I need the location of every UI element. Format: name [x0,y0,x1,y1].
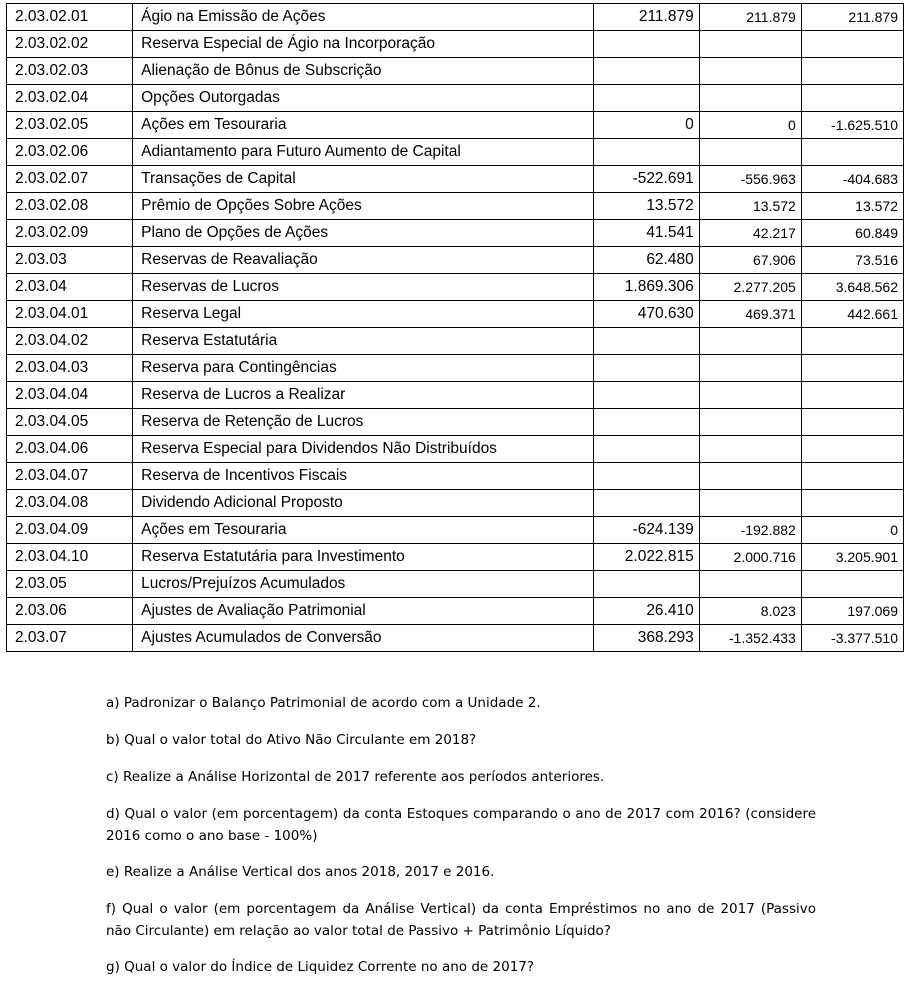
value-col-1 [593,58,699,85]
value-col-1 [593,463,699,490]
account-code: 2.03.04.07 [7,463,133,490]
account-code: 2.03.04 [7,274,133,301]
question-g: g) Qual o valor do Índice de Liquidez Corrente no ano de 2017? [106,959,535,975]
value-col-3 [801,409,903,436]
table-row [7,274,904,301]
account-code: 2.03.05 [7,571,133,598]
table-row [7,571,904,598]
value-col-3: 60.849 [801,220,903,247]
value-col-3: 211.879 [801,4,903,31]
account-code: 2.03.02.02 [7,31,133,58]
value-col-2: 2.277.205 [699,274,801,301]
value-col-3 [801,355,903,382]
value-col-2: -556.963 [699,166,801,193]
table-row [7,247,904,274]
account-description: Reserva de Retenção de Lucros [133,409,594,436]
account-code: 2.03.02.06 [7,139,133,166]
value-col-1: 368.293 [593,625,699,652]
account-code: 2.03.04.04 [7,382,133,409]
value-col-3: 0 [801,517,903,544]
value-col-1 [593,436,699,463]
value-col-1 [593,490,699,517]
value-col-2 [699,571,801,598]
account-description: Ações em Tesouraria [133,517,594,544]
value-col-3 [801,85,903,112]
value-col-2 [699,328,801,355]
account-description: Ações em Tesouraria [133,112,594,139]
account-code: 2.03.04.01 [7,301,133,328]
value-col-1 [593,571,699,598]
account-code: 2.03.04.02 [7,328,133,355]
table-row [7,166,904,193]
value-col-3: -3.377.510 [801,625,903,652]
value-col-2 [699,409,801,436]
table-row [7,463,904,490]
table-row [7,58,904,85]
value-col-3 [801,571,903,598]
table-row [7,382,904,409]
table-row [7,517,904,544]
value-col-3 [801,436,903,463]
value-col-3: 442.661 [801,301,903,328]
table-row [7,598,904,625]
table-row [7,544,904,571]
value-col-1: 41.541 [593,220,699,247]
account-description: Ajustes Acumulados de Conversão [133,625,594,652]
account-description: Reservas de Reavaliação [133,247,594,274]
account-code: 2.03.04.10 [7,544,133,571]
value-col-2: 67.906 [699,247,801,274]
table-row [7,625,904,652]
question-c: c) Realize a Análise Horizontal de 2017 referente aos períodos anteriores. [106,769,605,785]
value-col-2 [699,58,801,85]
value-col-1: -522.691 [593,166,699,193]
table-row [7,301,904,328]
value-col-3: -404.683 [801,166,903,193]
value-col-2 [699,382,801,409]
table-row [7,409,904,436]
account-description: Ajustes de Avaliação Patrimonial [133,598,594,625]
account-description: Reserva de Incentivos Fiscais [133,463,594,490]
value-col-2: 42.217 [699,220,801,247]
table-row [7,436,904,463]
question-a: a) Padronizar o Balanço Patrimonial de acordo com a Unidade 2. [106,695,541,711]
table-row [7,220,904,247]
value-col-2 [699,463,801,490]
value-col-2: 2.000.716 [699,544,801,571]
value-col-2 [699,490,801,517]
account-description: Reserva Especial de Ágio na Incorporação [133,31,594,58]
account-code: 2.03.06 [7,598,133,625]
value-col-3: -1.625.510 [801,112,903,139]
value-col-1 [593,409,699,436]
value-col-2: 0 [699,112,801,139]
account-code: 2.03.04.06 [7,436,133,463]
value-col-2: -1.352.433 [699,625,801,652]
value-col-2: 211.879 [699,4,801,31]
question-e: e) Realize a Análise Vertical dos anos 2018, 2017 e 2016. [106,864,495,880]
value-col-2 [699,31,801,58]
exercise-questions [106,692,816,993]
value-col-1 [593,31,699,58]
value-col-1 [593,355,699,382]
account-description: Alienação de Bônus de Subscrição [133,58,594,85]
account-description: Opções Outorgadas [133,85,594,112]
account-description: Reserva Legal [133,301,594,328]
account-description: Reservas de Lucros [133,274,594,301]
value-col-3: 3.648.562 [801,274,903,301]
account-description: Transações de Capital [133,166,594,193]
value-col-1 [593,382,699,409]
account-description: Adiantamento para Futuro Aumento de Capital [133,139,594,166]
question-b: b) Qual o valor total do Ativo Não Circulante em 2018? [106,732,477,748]
account-code: 2.03.02.08 [7,193,133,220]
value-col-3 [801,328,903,355]
question-f: f) Qual o valor (em porcentagem da Análise Vertical) da conta Empréstimos no ano de 2017 (Passivo não Circulante) em relação ao valor total de Passivo + Patrimônio Líquido? [106,901,816,939]
value-col-3 [801,139,903,166]
account-code: 2.03.02.07 [7,166,133,193]
value-col-2: 8.023 [699,598,801,625]
value-col-3 [801,31,903,58]
value-col-1 [593,85,699,112]
account-description: Prêmio de Opções Sobre Ações [133,193,594,220]
account-description: Reserva de Lucros a Realizar [133,382,594,409]
balance-sheet-table [6,3,904,652]
value-col-1: 13.572 [593,193,699,220]
value-col-2: 469.371 [699,301,801,328]
value-col-2 [699,139,801,166]
account-description: Reserva para Contingências [133,355,594,382]
value-col-1: 2.022.815 [593,544,699,571]
account-code: 2.03.04.03 [7,355,133,382]
table-row [7,4,904,31]
question-d: d) Qual o valor (em porcentagem) da conta Estoques comparando o ano de 2017 com 2016? (considere 2016 como o ano base - 100%) [106,806,816,844]
value-col-3: 13.572 [801,193,903,220]
value-col-2 [699,355,801,382]
account-code: 2.03.04.08 [7,490,133,517]
value-col-1 [593,139,699,166]
account-code: 2.03.04.05 [7,409,133,436]
account-description: Reserva Especial para Dividendos Não Distribuídos [133,436,594,463]
account-code: 2.03.02.03 [7,58,133,85]
value-col-1: 62.480 [593,247,699,274]
value-col-3: 197.069 [801,598,903,625]
value-col-1 [593,328,699,355]
value-col-3 [801,382,903,409]
value-col-1: 0 [593,112,699,139]
table-row [7,85,904,112]
value-col-3: 3.205.901 [801,544,903,571]
table-row [7,328,904,355]
account-code: 2.03.02.09 [7,220,133,247]
value-col-3 [801,490,903,517]
table-body [7,4,904,652]
value-col-3: 73.516 [801,247,903,274]
account-code: 2.03.02.05 [7,112,133,139]
table-row [7,193,904,220]
account-description: Ágio na Emissão de Ações [133,4,594,31]
value-col-2 [699,85,801,112]
table-row [7,355,904,382]
value-col-2: -192.882 [699,517,801,544]
account-description: Dividendo Adicional Proposto [133,490,594,517]
account-code: 2.03.04.09 [7,517,133,544]
value-col-1: 470.630 [593,301,699,328]
account-description: Reserva Estatutária [133,328,594,355]
value-col-3 [801,58,903,85]
value-col-3 [801,463,903,490]
value-col-1: -624.139 [593,517,699,544]
table-row [7,31,904,58]
account-code: 2.03.03 [7,247,133,274]
value-col-1: 26.410 [593,598,699,625]
value-col-1: 1.869.306 [593,274,699,301]
table-row [7,139,904,166]
table-row [7,490,904,517]
account-description: Reserva Estatutária para Investimento [133,544,594,571]
table-row [7,112,904,139]
account-description: Lucros/Prejuízos Acumulados [133,571,594,598]
account-description: Plano de Opções de Ações [133,220,594,247]
value-col-2 [699,436,801,463]
value-col-1: 211.879 [593,4,699,31]
account-code: 2.03.02.04 [7,85,133,112]
account-code: 2.03.07 [7,625,133,652]
account-code: 2.03.02.01 [7,4,133,31]
value-col-2: 13.572 [699,193,801,220]
